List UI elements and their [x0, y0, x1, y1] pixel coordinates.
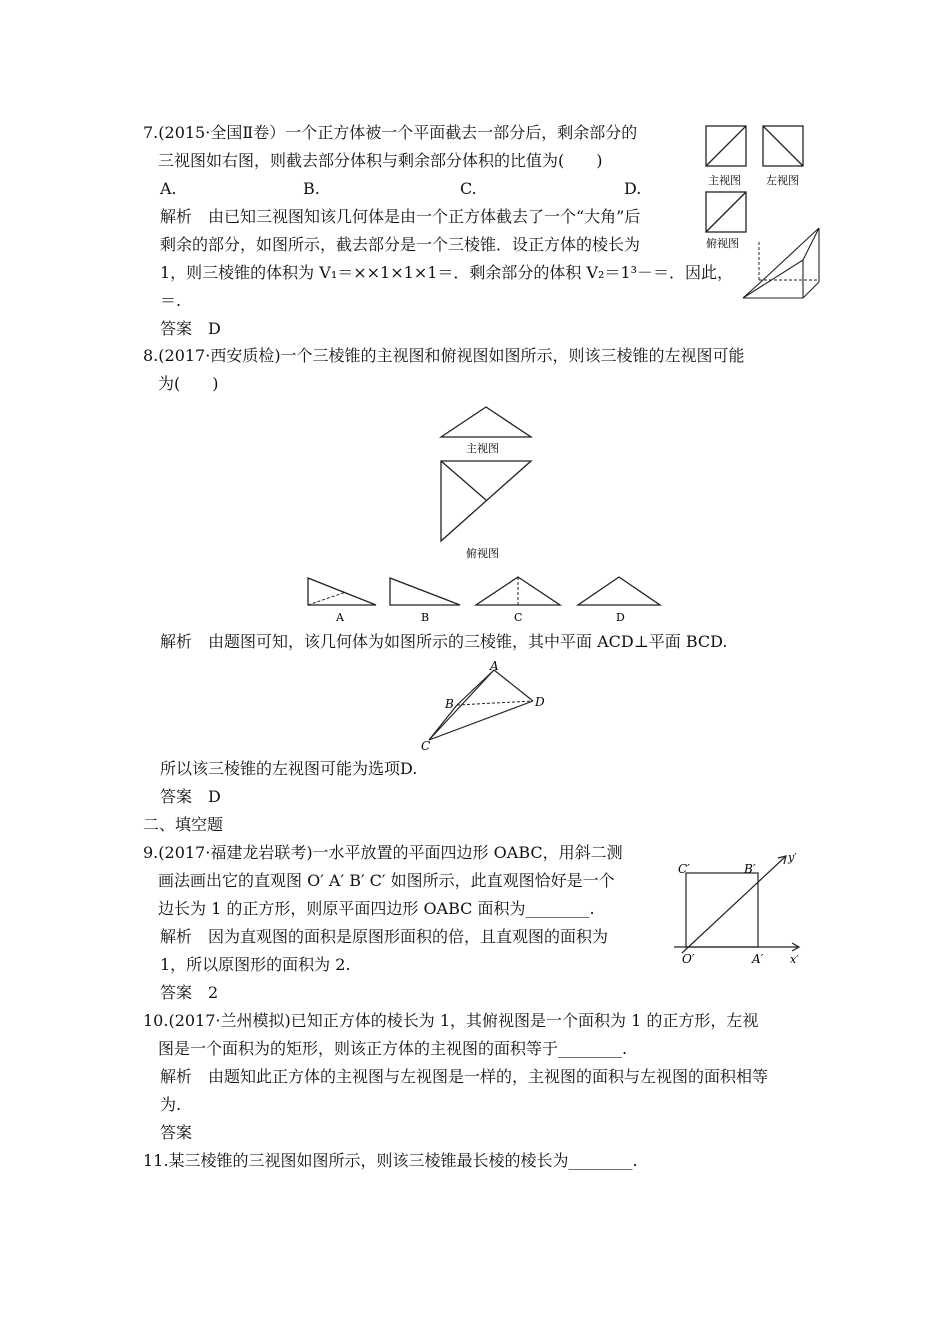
q8-option-b-shape: [390, 578, 460, 605]
q8-answer: 答案 D: [160, 787, 221, 806]
q7-left-view-label: 左视图: [766, 174, 799, 187]
q8-option-figures: [300, 568, 670, 628]
q8-option-c-label: C: [514, 611, 523, 624]
q9-stem-line2: 画法画出它的直观图 O′ A′ B′ C′ 如图所示，此直观图恰好是一个: [158, 871, 615, 890]
q7-option-c: C.: [460, 179, 477, 198]
q7-stem-line2: 三视图如右图，则截去部分体积与剩余部分体积的比值为( ): [158, 151, 603, 170]
q10-stem-line2: 图是一个面积为的矩形，则该正方体的主视图的面积等于________.: [158, 1039, 628, 1058]
q8-option-b-label: B: [421, 611, 430, 624]
q9-label-a: A′: [752, 952, 764, 966]
q10-analysis-line1: 解析 由题知此正方体的主视图与左视图是一样的，主视图的面积与左视图的面积相等: [160, 1067, 769, 1086]
q8-option-d-shape: [578, 577, 660, 605]
q7-cube-figure: [735, 220, 825, 305]
q8-vertex-a: A: [490, 659, 499, 673]
q8-views-figure: [435, 400, 535, 565]
q9-square: [686, 873, 758, 947]
q10-analysis-line2: 为.: [160, 1095, 182, 1114]
q8-front-view-label: 主视图: [466, 442, 499, 455]
q7-analysis-line1: 解析 由已知三视图知该几何体是由一个正方体截去了一个“大角”后: [160, 207, 641, 226]
q7-top-view-label: 俯视图: [706, 237, 739, 250]
q8-option-d-label: D: [616, 611, 625, 624]
q9-stem-line3: 边长为 1 的正方形，则原平面四边形 OABC 面积为________.: [158, 899, 595, 918]
q9-stem-line1: 9.(2017·福建龙岩联考)一水平放置的平面四边形 OABC，用斜二测: [143, 843, 623, 862]
q8-stem-line2: 为( ): [158, 374, 219, 393]
q7-stem-line1: 7.(2015·全国Ⅱ卷）一个正方体被一个平面截去一部分后，剩余部分的: [143, 123, 638, 142]
q9-label-o: O′: [682, 952, 695, 966]
q7-option-d: D.: [624, 179, 642, 198]
q7-analysis-line2: 剩余的部分，如图所示，截去部分是一个三棱锥．设正方体的棱长为: [160, 235, 641, 254]
q8-pyramid-figure: [415, 658, 555, 753]
q7-answer: 答案 D: [160, 319, 221, 338]
q7-option-b: B.: [303, 179, 320, 198]
q8-vertex-c: C: [421, 739, 431, 753]
q11-stem-line1: 11.某三棱锥的三视图如图所示，则该三棱锥最长棱的棱长为________.: [143, 1151, 638, 1170]
q7-analysis-line4: ＝.: [160, 291, 182, 310]
q10-answer: 答案: [160, 1123, 193, 1142]
q7-option-a: A.: [160, 179, 177, 198]
q8-analysis: 解析 由题图可知，该几何体为如图所示的三棱锥，其中平面 ACD⊥平面 BCD.: [160, 632, 728, 651]
q10-stem-line1: 10.(2017·兰州模拟)已知正方体的棱长为 1，其俯视图是一个面积为 1 的正方形，左视: [143, 1011, 759, 1030]
q9-intuitive-figure: [668, 843, 818, 968]
q9-label-x: x′: [790, 953, 799, 966]
q8-top-view-label: 俯视图: [466, 547, 499, 560]
q9-analysis-line1: 解析 因为直观图的面积是原图形面积的倍，且直观图的面积为: [160, 927, 609, 946]
q8-vertex-d: D: [535, 695, 545, 709]
q9-analysis-line2: 1，所以原图形的面积为 2.: [160, 955, 351, 974]
q7-analysis-line3: 1，则三棱锥的体积为 V₁＝××1×1×1＝．剩余部分的体积 V₂＝1³－＝．因此，: [160, 263, 734, 282]
q8-option-a-label: A: [336, 611, 344, 624]
q9-label-y: y′: [788, 851, 797, 864]
q8-vertex-b: B: [445, 697, 454, 711]
section-heading-fill-in: 二、填空题: [143, 815, 224, 834]
q9-answer: 答案 2: [160, 983, 219, 1002]
q8-option-c-shape: [476, 577, 560, 605]
q8-front-view-triangle: [441, 407, 531, 437]
q8-option-a-shape: [308, 578, 376, 605]
q9-label-b: B′: [744, 862, 756, 876]
q9-label-c: C′: [678, 862, 690, 876]
q8-conclusion: 所以该三棱锥的左视图可能为选项D.: [160, 759, 418, 778]
q7-front-view-label: 主视图: [708, 174, 741, 187]
q8-stem-line1: 8.(2017·西安质检)一个三棱锥的主视图和俯视图如图所示，则该三棱锥的左视图可能: [143, 346, 745, 365]
